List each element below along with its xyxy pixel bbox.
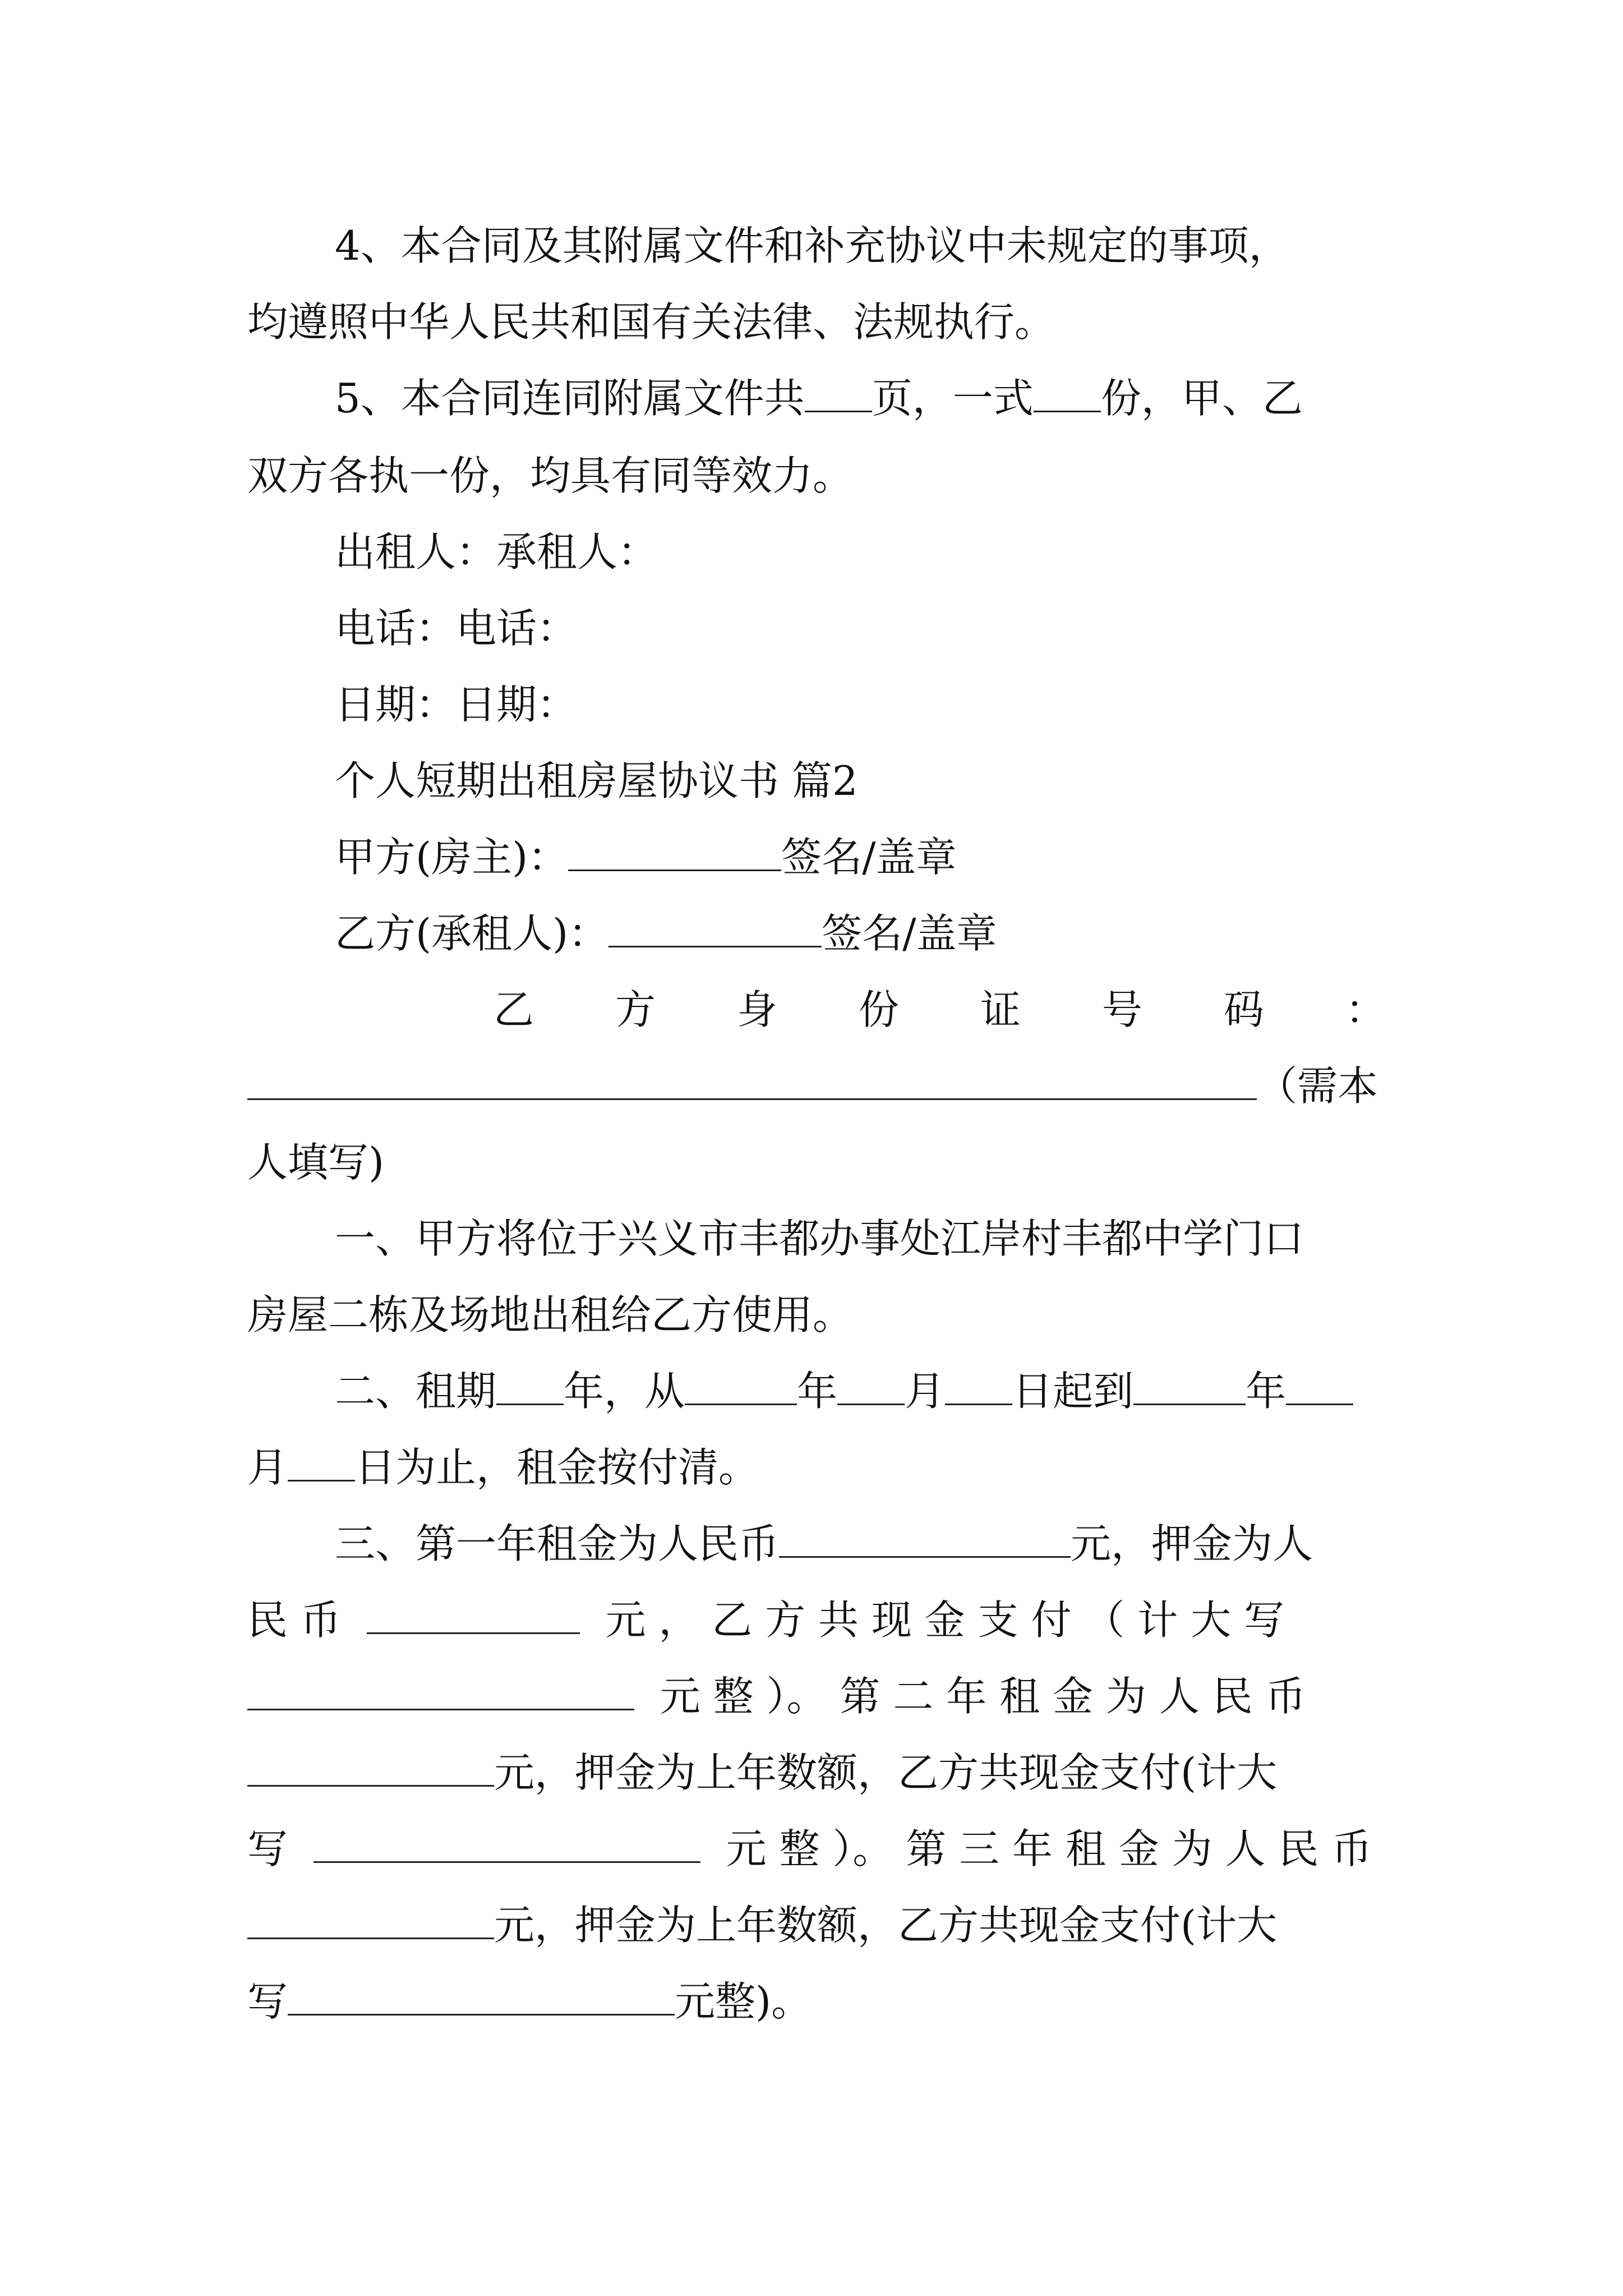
deposit-cash-text: 元，押金为上年数额，乙方共现金支付(计大 (494, 1902, 1278, 1949)
paragraph-line (247, 295, 1386, 349)
rmb-label: 民 币 (247, 1596, 341, 1644)
article-1-text-cont: 房屋二栋及场地出租给乙方使用。 (247, 1291, 854, 1338)
party-a-line (335, 830, 1386, 884)
clause-4-text-cont: 均遵照中华人民共和国有关法律、法规执行。 (247, 298, 1055, 346)
month-label: 月 (247, 1444, 288, 1491)
blank-line (1286, 1365, 1353, 1405)
id-char: 身 (736, 986, 777, 1033)
phone-line (335, 601, 1386, 655)
article-1-text: 一、甲方将位于兴义市丰都办事处江岸村丰都中学门口 (335, 1215, 1304, 1262)
blank-line (247, 1899, 494, 1939)
second-year-rent-text: 元 整 ）。 第 二 年 租 金 为 人 民 币 (660, 1673, 1306, 1720)
article-3-line-6 (247, 1898, 1386, 1952)
id-number-line (494, 983, 1386, 1037)
paragraph-line (335, 219, 1386, 273)
article-2-line (335, 1364, 1386, 1418)
blank-line (496, 1365, 564, 1405)
lease-term-label: 二、租期 (335, 1368, 497, 1415)
party-b-line (335, 907, 1386, 960)
id-number-blank-line (247, 1059, 1386, 1113)
blank-line (288, 1442, 355, 1481)
blank-line (805, 372, 872, 412)
article-1-line-cont (247, 1288, 1386, 1342)
blank-line (247, 1060, 1257, 1100)
blank-line (837, 1365, 905, 1405)
paragraph-line (247, 1135, 1386, 1189)
party-a-label: 甲方(房主)： (335, 834, 569, 881)
id-char: 份 (858, 986, 899, 1033)
blank-line (247, 1671, 634, 1710)
blank-line (608, 908, 822, 947)
third-year-rent-text: 元 整 ）。 第 三 年 租 金 为 人 民 币 (726, 1825, 1372, 1872)
self-fill-note: （需本 (1257, 1062, 1378, 1110)
yuan-whole-label: 元整)。 (675, 1978, 812, 2025)
agreement-title: 个人短期出租房屋协议书 篇2 (335, 757, 858, 804)
year-label: 年 (797, 1368, 838, 1415)
paragraph-line (335, 371, 1386, 425)
id-char: 方 (615, 986, 656, 1033)
blank-line (945, 1365, 1012, 1405)
blank-line (1034, 372, 1101, 412)
signature-seal-label: 签名/盖章 (781, 834, 957, 881)
paragraph-line (247, 449, 1386, 503)
deposit-cash-text: 元，押金为上年数额，乙方共现金支付(计大 (494, 1749, 1278, 1796)
blank-line (313, 1823, 700, 1863)
id-char: 号 (1101, 986, 1142, 1033)
clause-5-text-cont: 双方各执一份，均具有同等效力。 (247, 452, 854, 499)
clause-5-text: 5、本合同连同附属文件共 (335, 375, 805, 422)
signature-lessor-line (335, 525, 1386, 579)
blank-line (685, 1365, 797, 1405)
article-3-line-3 (247, 1669, 1386, 1723)
id-char: 证 (980, 986, 1021, 1033)
blank-line (1133, 1365, 1246, 1405)
article-3-line-7 (247, 1975, 1386, 2028)
blank-line (779, 1518, 1071, 1558)
id-char: ： (1345, 986, 1386, 1033)
from-label: 年，从 (564, 1368, 685, 1415)
article-1-line (335, 1212, 1386, 1266)
article-2-line-cont (247, 1441, 1386, 1494)
year-label: 年 (1246, 1368, 1287, 1415)
date-line (335, 678, 1386, 731)
article-3-line-5 (247, 1822, 1386, 1876)
deposit-label: 元，押金为人 (1071, 1520, 1313, 1567)
write-label: 写 (247, 1825, 288, 1872)
party-b-label: 乙方(承租人)： (335, 910, 609, 957)
section-heading (335, 754, 1386, 808)
day-to-label: 日起到 (1012, 1368, 1134, 1415)
clause-5-text-b: 页，一式 (872, 375, 1034, 422)
blank-line (247, 1747, 494, 1787)
article-3-line-4 (247, 1746, 1386, 1800)
blank-line (367, 1594, 580, 1634)
clause-5-text-c: 份，甲、乙 (1100, 375, 1303, 422)
cash-payment-text: 元 ， 乙 方 共 现 金 支 付 （ 计 大 写 (605, 1596, 1285, 1644)
clause-4-text: 4、本合同及其附属文件和补充协议中未规定的事项， (335, 222, 1289, 269)
blank-line (568, 831, 781, 871)
month-label: 月 (905, 1368, 946, 1415)
article-3-line-2 (247, 1593, 1386, 1647)
article-3-line (335, 1517, 1386, 1571)
id-char: 乙 (494, 986, 534, 1033)
first-year-rent-label: 三、第一年租金为人民币 (335, 1520, 780, 1567)
write-label: 写 (247, 1978, 288, 2025)
self-fill-note-cont: 人填写) (247, 1139, 385, 1186)
signature-seal-label: 签名/盖章 (822, 910, 997, 957)
phone-label: 电话：电话： (335, 605, 578, 652)
blank-line (288, 1976, 675, 2016)
id-char: 码 (1223, 986, 1264, 1033)
rent-payment-text: 日为止，租金按付清。 (355, 1444, 759, 1491)
lessor-lessee-label: 出租人：承租人： (335, 528, 658, 576)
date-label: 日期：日期： (335, 681, 578, 728)
